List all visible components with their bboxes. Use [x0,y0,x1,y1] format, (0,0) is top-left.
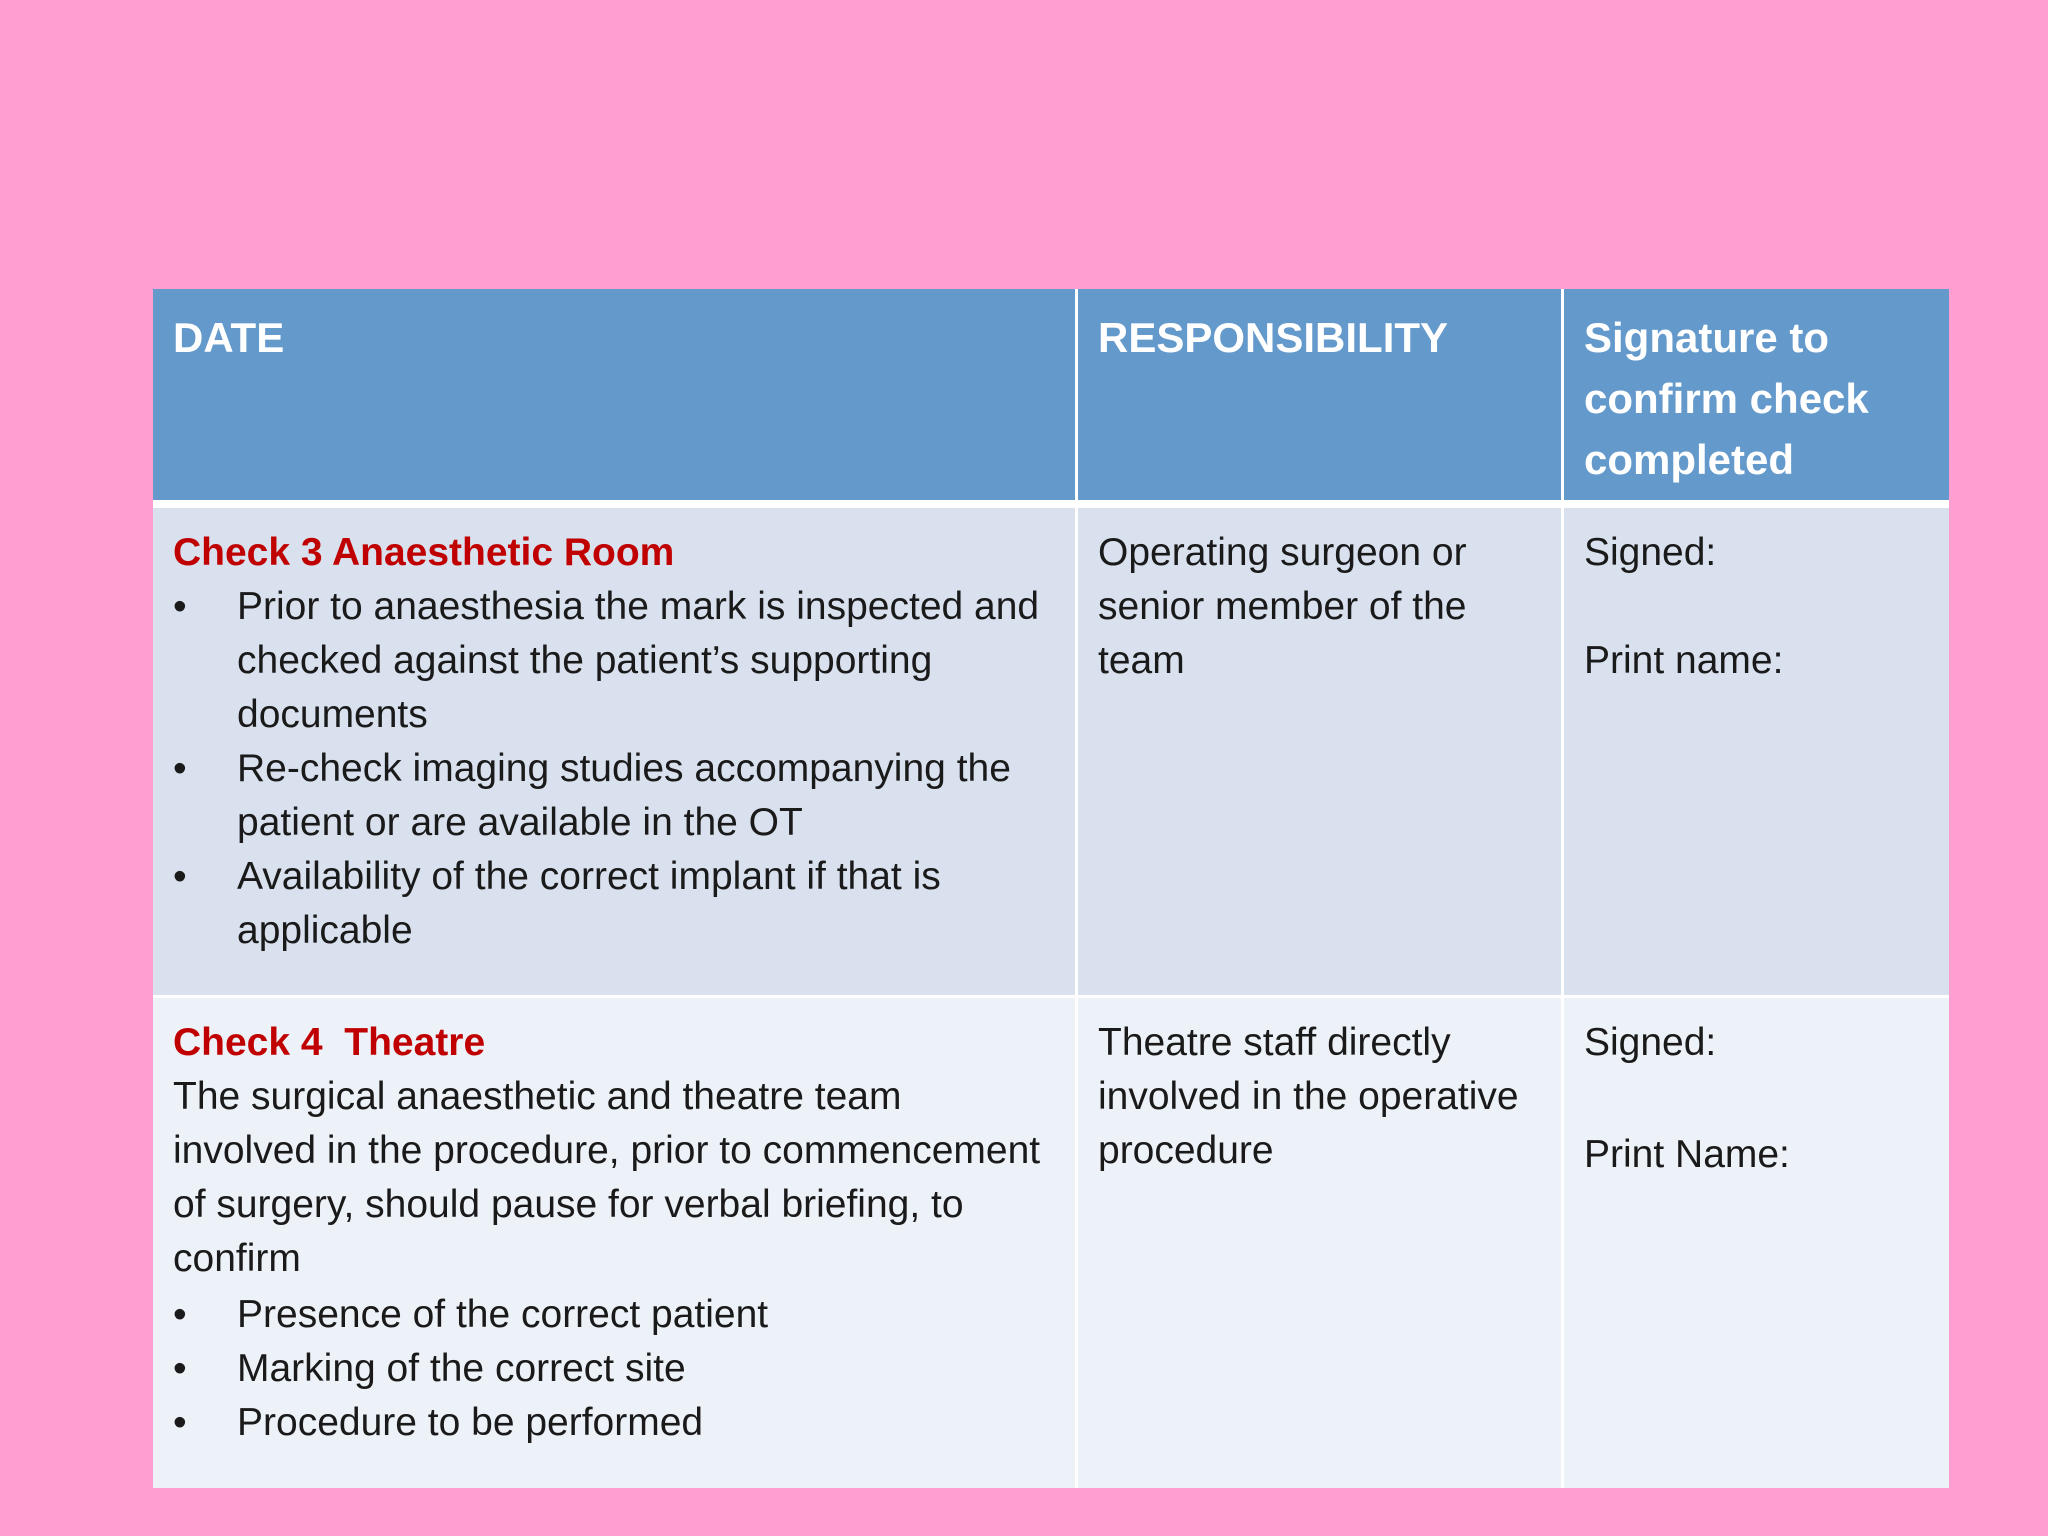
responsibility-cell [1078,998,1564,1488]
print-name-label: Print name: [1584,639,1784,682]
list-item [173,742,1055,850]
list-item [173,1342,1055,1396]
signed-label: Signed: [1584,531,1717,574]
bullet-icon: • [173,1401,187,1444]
bullet-icon: • [173,585,187,628]
list-item [173,850,1055,958]
responsibility-text: Operating surgeon or senior member of the team [1098,531,1467,682]
list-item [173,580,1055,742]
bullet-text: Marking of the correct site [237,1347,686,1390]
list-item [173,1288,1055,1342]
bullet-text: Presence of the correct patient [237,1293,769,1336]
table-row [153,508,1949,998]
header-row [153,289,1949,508]
table-row [153,998,1949,1488]
bullet-icon: • [173,1293,187,1336]
check-bullet-list [173,1288,1055,1450]
header-signature: Signature to confirm check completed [1564,289,1949,508]
responsibility-text: Theatre staff directly involved in the operative procedure [1098,1021,1519,1172]
responsibility-cell [1078,508,1564,998]
print-name-label: Print Name: [1584,1133,1790,1176]
check-cell [153,998,1078,1488]
check-bullet-list [173,580,1055,958]
signature-cell [1564,998,1949,1488]
header-date: DATE [153,289,1078,508]
bullet-text: Re-check imaging studies accompanying the patient or are available in the OT [237,747,1011,844]
signature-cell [1564,508,1949,998]
bullet-icon: • [173,1347,187,1390]
check-intro-text: The surgical anaesthetic and theatre team involved in the procedure, prior to commencement of surgery, should pause for verbal briefing, to confirm [173,1075,1041,1280]
signed-label: Signed: [1584,1021,1717,1064]
bullet-text: Prior to anaesthesia the mark is inspected and checked against the patient’s supporting documents [237,585,1040,736]
list-item [173,1396,1055,1450]
check-cell [153,508,1078,998]
bullet-text: Procedure to be performed [237,1401,704,1444]
bullet-icon: • [173,855,187,898]
header-responsibility: RESPONSIBILITY [1078,289,1564,508]
surgical-checklist-table [153,289,1949,1488]
bullet-text: Availability of the correct implant if that is applicable [237,855,941,952]
check-title: Check 4 Theatre [173,1021,486,1064]
check-title: Check 3 Anaesthetic Room [173,531,675,574]
bullet-icon: • [173,747,187,790]
